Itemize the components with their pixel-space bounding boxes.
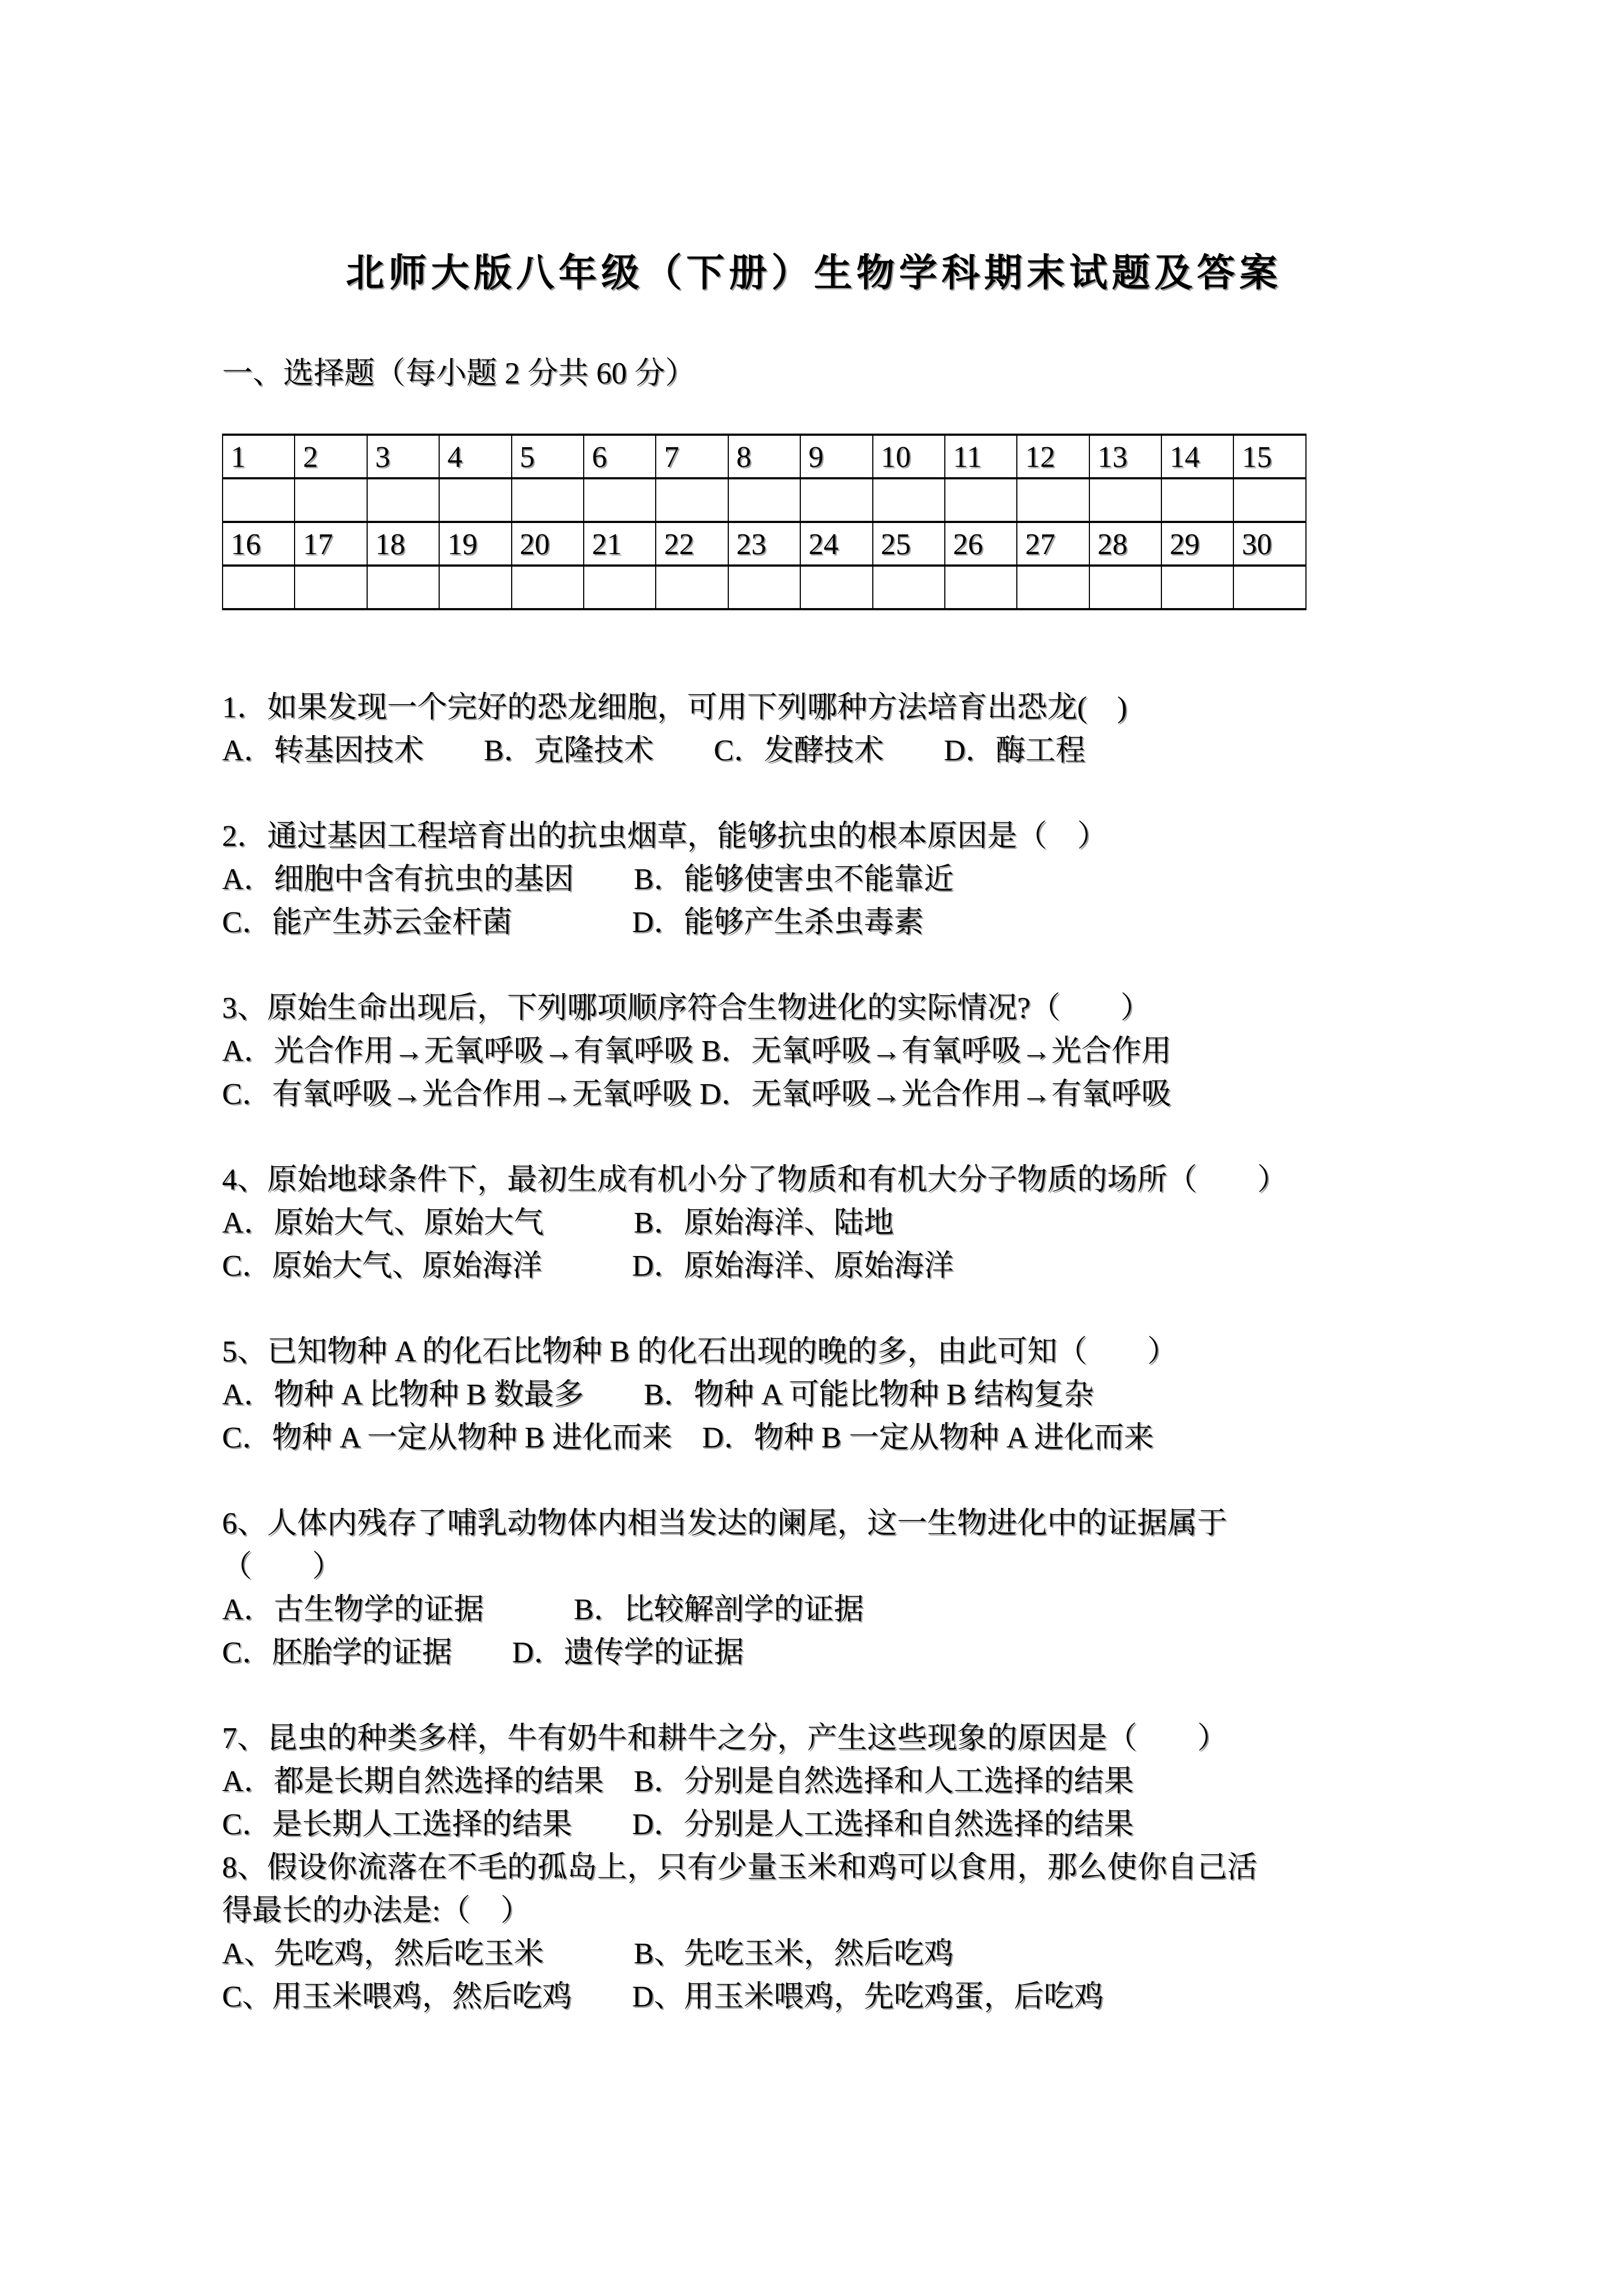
questions-list <box>222 686 1406 2018</box>
answer-table-cell <box>800 566 872 609</box>
answer-table-cell <box>1017 478 1089 522</box>
answer-table-cell: 17 <box>295 522 367 566</box>
question-line: A．光合作用→无氧呼吸→有氧呼吸 B．无氧呼吸→有氧呼吸→光合作用 <box>222 1034 1172 1067</box>
answer-table-cell: 3 <box>367 435 439 478</box>
answer-table-cell: 13 <box>1089 435 1161 478</box>
answer-table-cell <box>728 478 800 522</box>
answer-table-cell: 23 <box>728 522 800 566</box>
answer-table-cell <box>1017 566 1089 609</box>
answer-table-cell <box>584 566 656 609</box>
answer-table-cell: 11 <box>945 435 1017 478</box>
question-5 <box>222 1330 1406 1459</box>
question-line: C．原始大气、原始海洋 D．原始海洋、原始海洋 <box>222 1249 954 1282</box>
answer-table-cell <box>945 478 1017 522</box>
answer-table-number-row <box>223 435 1306 478</box>
answer-table-cell: 21 <box>584 522 656 566</box>
question-6 <box>222 1501 1406 1674</box>
answer-table-cell: 5 <box>512 435 584 478</box>
answer-table-blank-row <box>223 566 1306 609</box>
answer-table-cell <box>728 566 800 609</box>
answer-table-cell: 6 <box>584 435 656 478</box>
answer-table-cell: 7 <box>656 435 728 478</box>
question-line: C．有氧呼吸→光合作用→无氧呼吸 D．无氧呼吸→光合作用→有氧呼吸 <box>222 1077 1172 1110</box>
question-line: 8、假设你流落在不毛的孤岛上，只有少量玉米和鸡可以食用，那么使你自己活 <box>222 1850 1257 1884</box>
question-line: （ ） <box>222 1549 343 1583</box>
answer-table-cell: 19 <box>439 522 511 566</box>
answer-table-cell: 25 <box>873 522 945 566</box>
answer-table-cell <box>656 478 728 522</box>
question-7 <box>222 1716 1406 1846</box>
question-line: C．物种 A 一定从物种 B 进化而来 D．物种 B 一定从物种 A 进化而来 <box>222 1421 1154 1454</box>
answer-table-cell <box>873 478 945 522</box>
answer-table-cell <box>1161 478 1233 522</box>
question-8 <box>222 1846 1406 2018</box>
question-line: 2．通过基因工程培育出的抗虫烟草，能够抗虫的根本原因是（ ） <box>222 819 1107 852</box>
question-line: C、用玉米喂鸡，然后吃鸡 D、用玉米喂鸡，先吃鸡蛋，后吃鸡 <box>222 1980 1104 2013</box>
answer-table-cell <box>1089 566 1161 609</box>
answer-table-cell: 15 <box>1233 435 1306 478</box>
answer-table-cell <box>800 478 872 522</box>
question-line: A．原始大气、原始大气 B．原始海洋、陆地 <box>222 1206 894 1239</box>
question-line: 5、已知物种 A 的化石比物种 B 的化石出现的晚的多，由此可知（ ） <box>222 1335 1177 1368</box>
question-line: C．胚胎学的证据 D．遗传学的证据 <box>222 1636 744 1669</box>
answer-table-cell: 16 <box>223 522 295 566</box>
question-line: 4、原始地球条件下，最初生成有机小分了物质和有机大分子物质的场所（ ） <box>222 1163 1287 1196</box>
question-2 <box>222 814 1406 943</box>
answer-table-cell: 10 <box>873 435 945 478</box>
answer-table-cell: 26 <box>945 522 1017 566</box>
answer-table-cell <box>439 478 511 522</box>
answer-table-cell: 20 <box>512 522 584 566</box>
question-line: A．都是长期自然选择的结果 B．分别是自然选择和人工选择的结果 <box>222 1764 1134 1798</box>
question-line: A．细胞中含有抗虫的基因 B．能够使害虫不能靠近 <box>222 862 954 895</box>
answer-table-cell <box>945 566 1017 609</box>
question-line: 得最长的办法是:（ ） <box>222 1894 531 1927</box>
question-line: A．转基因技术 B．克隆技术 C．发酵技术 D．酶工程 <box>222 734 1086 767</box>
answer-table-cell: 8 <box>728 435 800 478</box>
question-line: A．古生物学的证据 B．比较解剖学的证据 <box>222 1592 864 1626</box>
question-4 <box>222 1158 1406 1287</box>
answer-table-cell: 2 <box>295 435 367 478</box>
question-line: 1．如果发现一个完好的恐龙细胞，可用下列哪种方法培育出恐龙( ) <box>222 690 1128 724</box>
answer-table-cell <box>1233 566 1306 609</box>
question-line: 7、昆虫的种类多样，牛有奶牛和耕牛之分，产生这些现象的原因是（ ） <box>222 1721 1227 1754</box>
answer-table <box>222 434 1307 610</box>
answer-table-cell <box>512 478 584 522</box>
answer-table-cell <box>367 566 439 609</box>
question-line: C．是长期人工选择的结果 D．分别是人工选择和自然选择的结果 <box>222 1807 1134 1841</box>
answer-table-cell: 22 <box>656 522 728 566</box>
answer-table-cell <box>512 566 584 609</box>
answer-table-cell <box>439 566 511 609</box>
page-title: 北师大版八年级（下册）生物学科期末试题及答案 <box>346 253 1282 294</box>
question-line: C．能产生苏云金杆菌 D．能够产生杀虫毒素 <box>222 905 924 939</box>
question-3 <box>222 986 1406 1115</box>
answer-table-cell <box>1161 566 1233 609</box>
answer-table-cell <box>873 566 945 609</box>
answer-table-cell <box>295 478 367 522</box>
answer-table-cell <box>367 478 439 522</box>
answer-table-cell <box>223 566 295 609</box>
answer-table-blank-row <box>223 478 1306 522</box>
answer-table-cell: 4 <box>439 435 511 478</box>
question-line: A．物种 A 比物种 B 数最多 B．物种 A 可能比物种 B 结构复杂 <box>222 1378 1094 1411</box>
question-line: 3、原始生命出现后，下列哪项顺序符合生物进化的实际情况?（ ） <box>222 991 1150 1024</box>
answer-table-cell: 28 <box>1089 522 1161 566</box>
answer-table-cell: 14 <box>1161 435 1233 478</box>
question-1 <box>222 686 1406 772</box>
answer-table-cell: 18 <box>367 522 439 566</box>
answer-table-cell: 24 <box>800 522 872 566</box>
question-line: 6、人体内残存了哺乳动物体内相当发达的阑尾，这一生物进化中的证据属于 <box>222 1506 1227 1540</box>
answer-table-cell <box>584 478 656 522</box>
answer-table-cell <box>656 566 728 609</box>
answer-table-cell: 30 <box>1233 522 1306 566</box>
question-line: A、先吃鸡，然后吃玉米 B、先吃玉米，然后吃鸡 <box>222 1937 954 1970</box>
answer-table-cell: 9 <box>800 435 872 478</box>
answer-table-cell <box>295 566 367 609</box>
answer-table-number-row <box>223 522 1306 566</box>
answer-table-cell <box>1233 478 1306 522</box>
answer-table-cell: 12 <box>1017 435 1089 478</box>
answer-table-cell: 27 <box>1017 522 1089 566</box>
section-heading: 一、选择题（每小题 2 分共 60 分） <box>222 357 696 390</box>
answer-table-cell <box>223 478 295 522</box>
answer-table-cell: 1 <box>223 435 295 478</box>
answer-table-cell <box>1089 478 1161 522</box>
answer-table-cell: 29 <box>1161 522 1233 566</box>
answer-table-body <box>223 435 1306 609</box>
